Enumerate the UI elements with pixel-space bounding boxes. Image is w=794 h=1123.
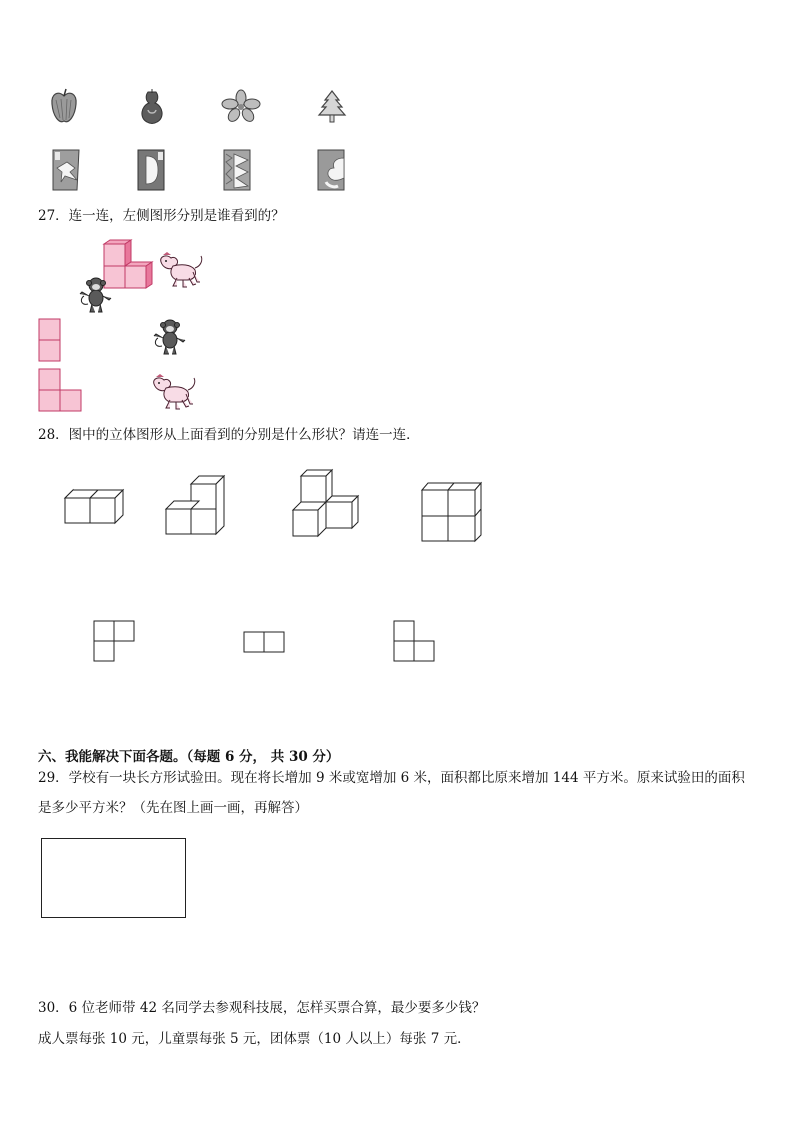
question-29-line-2: 是多少平方米？（先在图上画一画，再解答） <box>38 800 308 816</box>
pink-view-vertical <box>38 318 62 362</box>
question-27-text: 27．连一连，左侧图形分别是谁看到的？ <box>38 208 285 224</box>
pink-view-l-shape <box>38 368 82 412</box>
solid-figure-2 <box>165 474 229 538</box>
section-6-heading: 六、我能解决下面各题。（每题 6 分， 共 30 分） <box>38 749 340 765</box>
question-30-line-2: 成人票每张 10 元，儿童票每张 5 元，团体票（10 人以上）每张 7 元． <box>38 1031 471 1047</box>
solid-figure-1 <box>64 488 128 534</box>
solid-figure-4 <box>421 482 485 546</box>
question-28-text: 28．图中的立体图形从上面看到的分别是什么形状？请连一连． <box>38 427 420 443</box>
monkey-figure <box>78 276 114 314</box>
field-rectangle-diagram <box>41 838 186 918</box>
top-view-option-2 <box>243 631 285 653</box>
cutout-shape-2 <box>136 148 166 192</box>
question-30-line-1: 30．6 位老师带 42 名同学去参观科技展，怎样买票合算，最少要多少钱？ <box>38 1000 486 1016</box>
cutout-shape-3 <box>222 148 252 192</box>
monkey-option <box>152 318 188 356</box>
flower-picture <box>222 90 260 122</box>
top-view-option-1 <box>93 620 135 662</box>
cutout-shape-1 <box>51 148 81 192</box>
tree-picture <box>316 90 348 124</box>
dog-option <box>150 374 200 412</box>
solid-figure-3 <box>292 468 362 540</box>
top-view-option-3 <box>393 620 435 662</box>
cutout-shape-4 <box>316 148 346 192</box>
dog-figure <box>157 252 207 290</box>
question-29-line-1: 29．学校有一块长方形试验田。现在将长增加 9 米或宽增加 6 米，面积都比原来增加 144 平方米。原来试验田的面积 <box>38 770 745 786</box>
apple-picture <box>50 88 78 126</box>
gourd-picture <box>137 88 167 124</box>
